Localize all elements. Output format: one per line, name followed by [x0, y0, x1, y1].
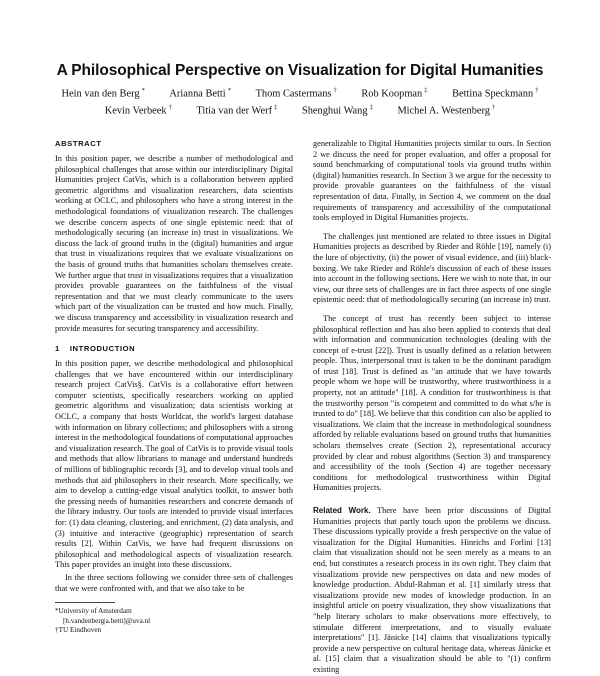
footnotes — [55, 607, 293, 636]
intro-heading: 1 INTRODUCTION — [55, 344, 136, 354]
author-row-1 — [30, 84, 570, 101]
author-list — [30, 84, 570, 119]
author: Michel A. Westenberg † — [397, 104, 496, 117]
related-work-paragraph — [313, 506, 551, 676]
related-work-label: Related Work. — [313, 506, 371, 515]
author-row-2 — [30, 101, 570, 118]
abstract-text: In this position paper, we describe a number of methodological and philosophical challenges that arose within our interdisciplinary Digital Humanities project CatVis, which is a collaboration between applied geometric algorithms and visualization researchers, data scientists working at OCLC, and philosophers who have a strong interest in the methodological foundations of visualization research. The challenges we describe concern aspects of one single epistemic need: that of methodologically securing (an increase in) trust in visualizations. We discuss the lack of ground truths in the (digital) humanities and argue that trust in visualizations requires that we evaluate visualizations on the basis of ground truths that humanities scholars themselves create. We further argue that trust in visualizations requires that a visualization provides provable guarantees on the faithfulness of the visual representation and that we must clearly communicate to the users which part of the visualization can be trusted and how much. Finally, we discuss transparency and accessibility in visualization research and provide measures for securing transparency and accessibility. — [55, 154, 293, 333]
right-paragraph-3: The concept of trust has recently been subject to intense philosophical reflection and has also been applied to contexts that deal with information and communication technologies (dealing with the concept of e-trust [22]). Trust is usually defined as a relation between people. Thus, interpersonal trust is taken to be the dominant paradigm of trust [18]. Trust is defined as "an attitude that we have towards people whom we hope will be trustworthy, where trustworthiness is a property, not an attitude" [18]. A condition for trustworthiness is that the trustworthy person "is competent and committed to do what s/he is trusted to do" [18]. We believe that this condition can also be applied to visualizations. We claim that the increase in methodological soundness afforded by reliable evaluations based on ground truths that humanities scholars themselves create (Section 2), representational accuracy provided by clear and robust algorithms (Section 3) and transparency and accessibility of the tools (Section 4) are together necessary conditions for methodological trustworthiness within Digital Humanities projects. — [313, 313, 551, 493]
footnote-affiliation-1: *University of Amsterdam — [55, 607, 132, 616]
right-paragraph-2: The challenges just mentioned are related to three issues in Digital Humanities projects as described by Rieder and Röhle [19], namely (i) the lure of objectivity, (ii) the power of visual evidence, and (iii) black-boxing. We take Rieder and Röhle's discussion of each of these issues into account in the following sections. Here we wish to note that, in our view, our three sets of challenges are in fact three aspects of one single epistemic need: that of methodologically securing (an increase in) trust. — [313, 231, 551, 305]
author: Bettina Speckmann † — [452, 87, 539, 100]
right-column — [313, 139, 551, 676]
abstract-heading: ABSTRACT — [55, 139, 102, 148]
related-work-text: There have been prior discussions of Digital Humanities projects that partly touch upon the problems we discuss. These discussions typically provide a fresh perspective on the value of visualization for the Digital Humanities. Hinrichs and Forlini [13] claim that visualization should not be seen merely as a means to an end, but constitutes a research process in its own right. They claim that visualizations provide new perspectives on data and new modes of knowledge production. Abdul-Rahman et al. [1] similarly stress that visualizations provide new modes of knowledge production. In an insightful article on poetry visualization, they show visualizations that "help literary scholars to make observations more effectively, to stimulate different interpretations, and to visually evaluate interpretations" [1]. Jänicke [14] claims that visualizations typically provide a new perspective on cultural heritage data, whereas Jänicke et al. [15] claim that a visualization should be able to "(1) confirm existing — [313, 506, 552, 674]
author: Rob Koopman ‡ — [361, 87, 428, 100]
author: Shenghui Wang ‡ — [301, 104, 373, 117]
author: Titia van der Werf ‡ — [196, 104, 278, 117]
right-paragraph-1: generalizable to Digital Humanities projects similar to ours. In Section 2 we discuss the need for proper evaluation, and offer a proposal for sound benchmarking of computational tools via ground truths within (digital) humanities research. In Section 3 we argue for the necessity to provide provable guarantees on the faithfulness of the visual representation of data. Finally, in Section 4, we comment on the dual requirements of transparency and accessibility of the computational tools employed in Digital Humanities projects. — [313, 139, 551, 223]
footnote-affiliation-2: †TU Eindhoven — [55, 626, 102, 635]
author: Arianna Betti * — [169, 87, 231, 100]
left-column — [55, 139, 293, 636]
intro-paragraph-1: In this position paper, we describe methodological and philosophical challenges that we have encountered within our interdisciplinary research project CatVis§. CatVis is a collaborative effort between computer scientists, specifically researchers working on applied geometric algorithms and visualization; data scientists working at OCLC, a company that hosts Worldcat, the world's largest database with information on library collections; and philosophers with a strong interest in the methodological foundations of computational approaches and visualization research. The goal of CatVis is to provide visual tools and methods that allow librarians to manage and understand hundreds of millions of bibliographic records [3], and to develop visual tools and methods that aid philosophers in their research. More specifically, we aim to develop a cutting-edge visual analytics toolkit, to answer both the pressing needs of humanities researchers and concrete demands of the library industry. Our tools are intended to provide visual interfaces for: (1) data cleaning, clustering, and enrichment, (2) data analysis, and (3) intuitive and interactive (geographic) representation of search results [2]. Within CatVis, we have had frequent discussions on philosophical and methodological aspects of visualization research. This paper provides an insight into these discussions. — [55, 359, 294, 570]
footnote-email-1: [h.vandenberg|a.betti]@uva.nl — [63, 616, 151, 625]
author: Hein van den Berg * — [61, 87, 145, 100]
paper-title: A Philosophical Perspective on Visualization for Digital Humanities — [56, 62, 544, 79]
author: Thom Castermans † — [255, 87, 337, 100]
intro-paragraph-2: In the three sections following we consider three sets of challenges that we were confronted with, and that we also take to be — [55, 572, 293, 593]
footnote-rule — [55, 602, 115, 603]
author: Kevin Verbeek † — [104, 104, 172, 117]
